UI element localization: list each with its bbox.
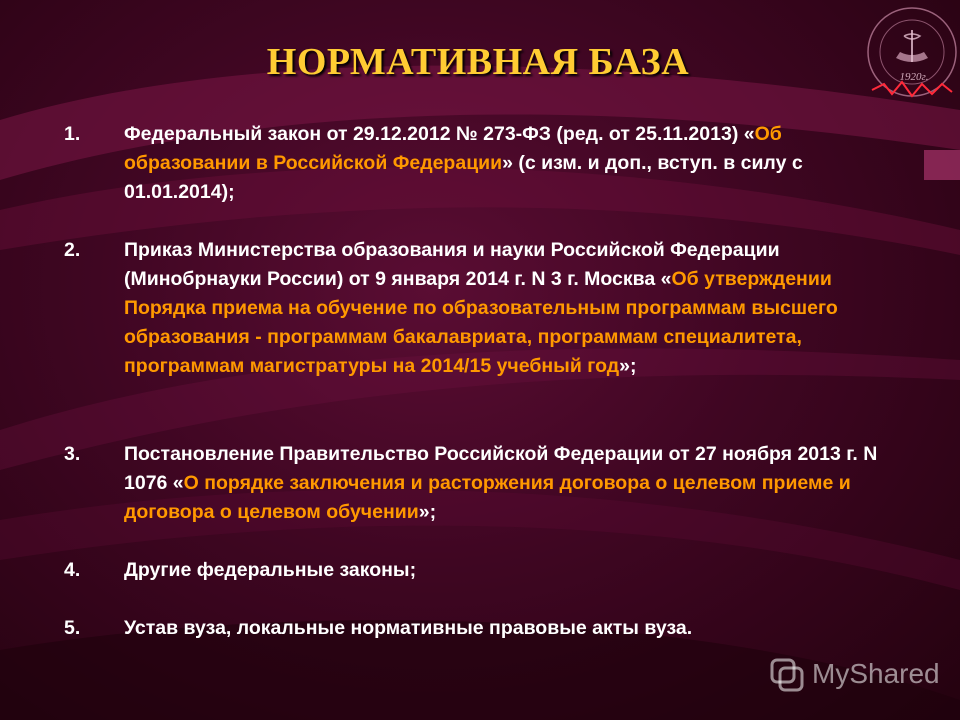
myshared-logo-icon: [766, 654, 806, 694]
list-text: Постановление Правительство Российской Федерации от 27 ноября 2013 г. N 1076 «О порядке заключения и расторжения договора о целевом приеме и договора о целевом обучении»;: [124, 443, 878, 523]
list-text: Устав вуза, локальные нормативные правовые акты вуза.: [124, 617, 693, 639]
list-number: 1.: [64, 123, 81, 145]
list-text: Федеральный закон от 29.12.2012 № 273-ФЗ (ред. от 25.11.2013) «Об образовании в Российской Федерации» (с изм. и доп., вступ. в силу с 01.01.2014);: [124, 123, 803, 203]
university-logo-icon: [852, 0, 960, 110]
watermark: [766, 654, 942, 696]
watermark-text: MyShared: [812, 658, 940, 689]
list-text: Другие федеральные законы;: [124, 559, 417, 581]
list-number: 4.: [64, 559, 81, 581]
list-text: Приказ Министерства образования и науки Российской Федерации (Минобрнауки России) от 9 января 2014 г. N 3 г. Москва «Об утверждении Порядка приема на обучение по образовательным программам высшего образования - программам бакалавриата, программам специалитета, программам магистратуры на 2014/15 учебный год»;: [124, 239, 838, 377]
slide-title: НОРМАТИВНАЯ БАЗА: [266, 41, 690, 83]
list-number: 5.: [64, 617, 81, 639]
list-number: 3.: [64, 443, 81, 465]
logo-year: 1920г.: [899, 71, 929, 83]
list-number: 2.: [64, 239, 81, 261]
